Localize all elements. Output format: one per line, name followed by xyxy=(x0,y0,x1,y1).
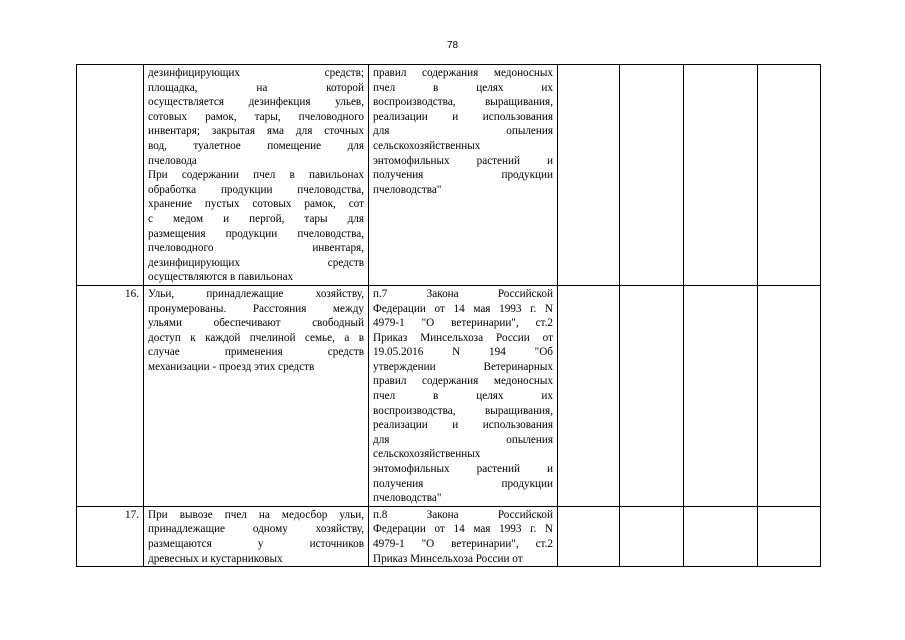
legal-act-cell-line: 4979-1 "О ветеринарии", ст.2 xyxy=(373,317,553,330)
requirement-cell xyxy=(144,506,369,566)
requirement-cell-line: ульями обеспечивают свободный xyxy=(148,317,364,330)
legal-act-cell-line: п.7 Закона Российской xyxy=(373,287,553,300)
requirement-cell-line: пчеловодного инвентаря, xyxy=(148,242,364,255)
requirement-cell-line: дезинфицирующих средств xyxy=(148,256,364,269)
legal-act-cell-line: Приказ Минсельхоза России от xyxy=(373,331,553,344)
empty-cell xyxy=(758,285,821,506)
legal-act-cell-line: правил содержания медоносных xyxy=(373,375,553,388)
requirement-cell-line: Ульи, принадлежащие хозяйству, xyxy=(148,287,364,300)
table-row xyxy=(77,506,821,566)
table-row xyxy=(77,65,821,286)
requirement-cell-line: с медом и пергой, тары для xyxy=(148,212,364,225)
empty-cell xyxy=(558,506,620,566)
requirement-cell-line: осуществляются в павильонах xyxy=(148,271,294,284)
legal-act-cell-line: Приказ Минсельхоза России от xyxy=(373,552,523,565)
requirement-cell-line: размещаются у источников xyxy=(148,538,364,550)
requirement-cell-line: случае применения средств xyxy=(148,346,364,359)
requirement-cell-line: обработка продукции пчеловодства, xyxy=(148,183,364,196)
legal-act-cell-line: пчеловодства" xyxy=(373,183,442,196)
requirement-cell-line: древесных и кустарниковых xyxy=(148,552,283,565)
legal-act-cell-line: п.8 Закона Российской xyxy=(373,508,553,521)
table-row xyxy=(77,285,821,506)
requirement-cell-line: сотовых рамок, тары, пчеловодного xyxy=(148,110,364,123)
requirements-table xyxy=(76,64,821,567)
legal-act-cell-line: воспроизводства, выращивания, xyxy=(373,404,553,417)
requirement-cell-line: пронумерованы. Расстояния между xyxy=(148,302,364,315)
legal-act-cell-line: пчел в целях их xyxy=(373,390,553,403)
legal-act-cell-line: утверждении Ветеринарных xyxy=(373,360,553,373)
requirement-cell-line: дезинфицирующих средств; xyxy=(148,67,364,79)
row-number xyxy=(77,65,144,286)
requirement-cell-line: доступ к каждой пчелиной семье, а в xyxy=(148,331,364,344)
legal-act-cell-line: 4979-1 "О ветеринарии", ст.2 xyxy=(373,538,553,550)
legal-act-cell-line: получения продукции xyxy=(373,169,553,182)
empty-cell xyxy=(558,285,620,506)
empty-cell xyxy=(684,506,758,566)
requirement-cell xyxy=(144,285,369,506)
legal-act-cell-line: сельскохозяйственных xyxy=(373,448,481,461)
requirement-cell-line: пчеловода xyxy=(148,154,197,167)
legal-act-cell-line: сельскохозяйственных xyxy=(373,139,481,152)
empty-cell xyxy=(620,285,684,506)
legal-act-cell-line: пчеловодства" xyxy=(373,492,442,505)
empty-cell xyxy=(558,65,620,286)
legal-act-cell-line: получения продукции xyxy=(373,477,553,490)
legal-act-cell-line: для опыления xyxy=(373,125,553,138)
legal-act-cell xyxy=(369,65,558,286)
requirement-cell-line: При вывозе пчел на медосбор ульи, xyxy=(148,508,364,521)
legal-act-cell-line: реализации и использования xyxy=(373,419,553,432)
requirement-cell-line: вод, туалетное помещение для xyxy=(148,139,364,152)
legal-act-cell-line: пчел в целях их xyxy=(373,81,553,94)
legal-act-cell-line: Федерации от 14 мая 1993 г. N xyxy=(373,302,553,315)
row-number: 16. xyxy=(77,285,144,506)
requirement-cell-line: механизации - проезд этих средств xyxy=(148,360,315,373)
empty-cell xyxy=(684,285,758,506)
requirement-cell-line: принадлежащие одному хозяйству, xyxy=(148,523,364,536)
legal-act-cell-line: энтомофильных растений и xyxy=(373,463,553,476)
empty-cell xyxy=(758,65,821,286)
requirement-cell-line: осуществляется дезинфекция ульев, xyxy=(148,96,364,109)
legal-act-cell-line: Федерации от 14 мая 1993 г. N xyxy=(373,523,553,536)
legal-act-cell-line: 19.05.2016 N 194 "Об xyxy=(373,346,553,359)
legal-act-cell-line: правил содержания медоносных xyxy=(373,67,553,79)
empty-cell xyxy=(620,65,684,286)
legal-act-cell-line: воспроизводства, выращивания, xyxy=(373,96,553,109)
legal-act-cell-line: энтомофильных растений и xyxy=(373,154,553,167)
row-number: 17. xyxy=(77,506,144,566)
empty-cell xyxy=(620,506,684,566)
legal-act-cell xyxy=(369,506,558,566)
requirement-cell xyxy=(144,65,369,286)
requirement-cell-line: размещения продукции пчеловодства, xyxy=(148,227,364,240)
requirement-cell-line: инвентаря; закрытая яма для сточных xyxy=(148,125,364,138)
page-number: 78 xyxy=(446,40,459,51)
empty-cell xyxy=(684,65,758,286)
requirement-cell-line: хранение пустых сотовых рамок, сот xyxy=(148,198,364,211)
requirement-cell-line: площадка, на которой xyxy=(148,81,364,94)
requirement-cell-line: При содержании пчел в павильонах xyxy=(148,169,364,182)
legal-act-cell-line: для опыления xyxy=(373,433,553,446)
empty-cell xyxy=(758,506,821,566)
legal-act-cell xyxy=(369,285,558,506)
legal-act-cell-line: реализации и использования xyxy=(373,110,553,123)
